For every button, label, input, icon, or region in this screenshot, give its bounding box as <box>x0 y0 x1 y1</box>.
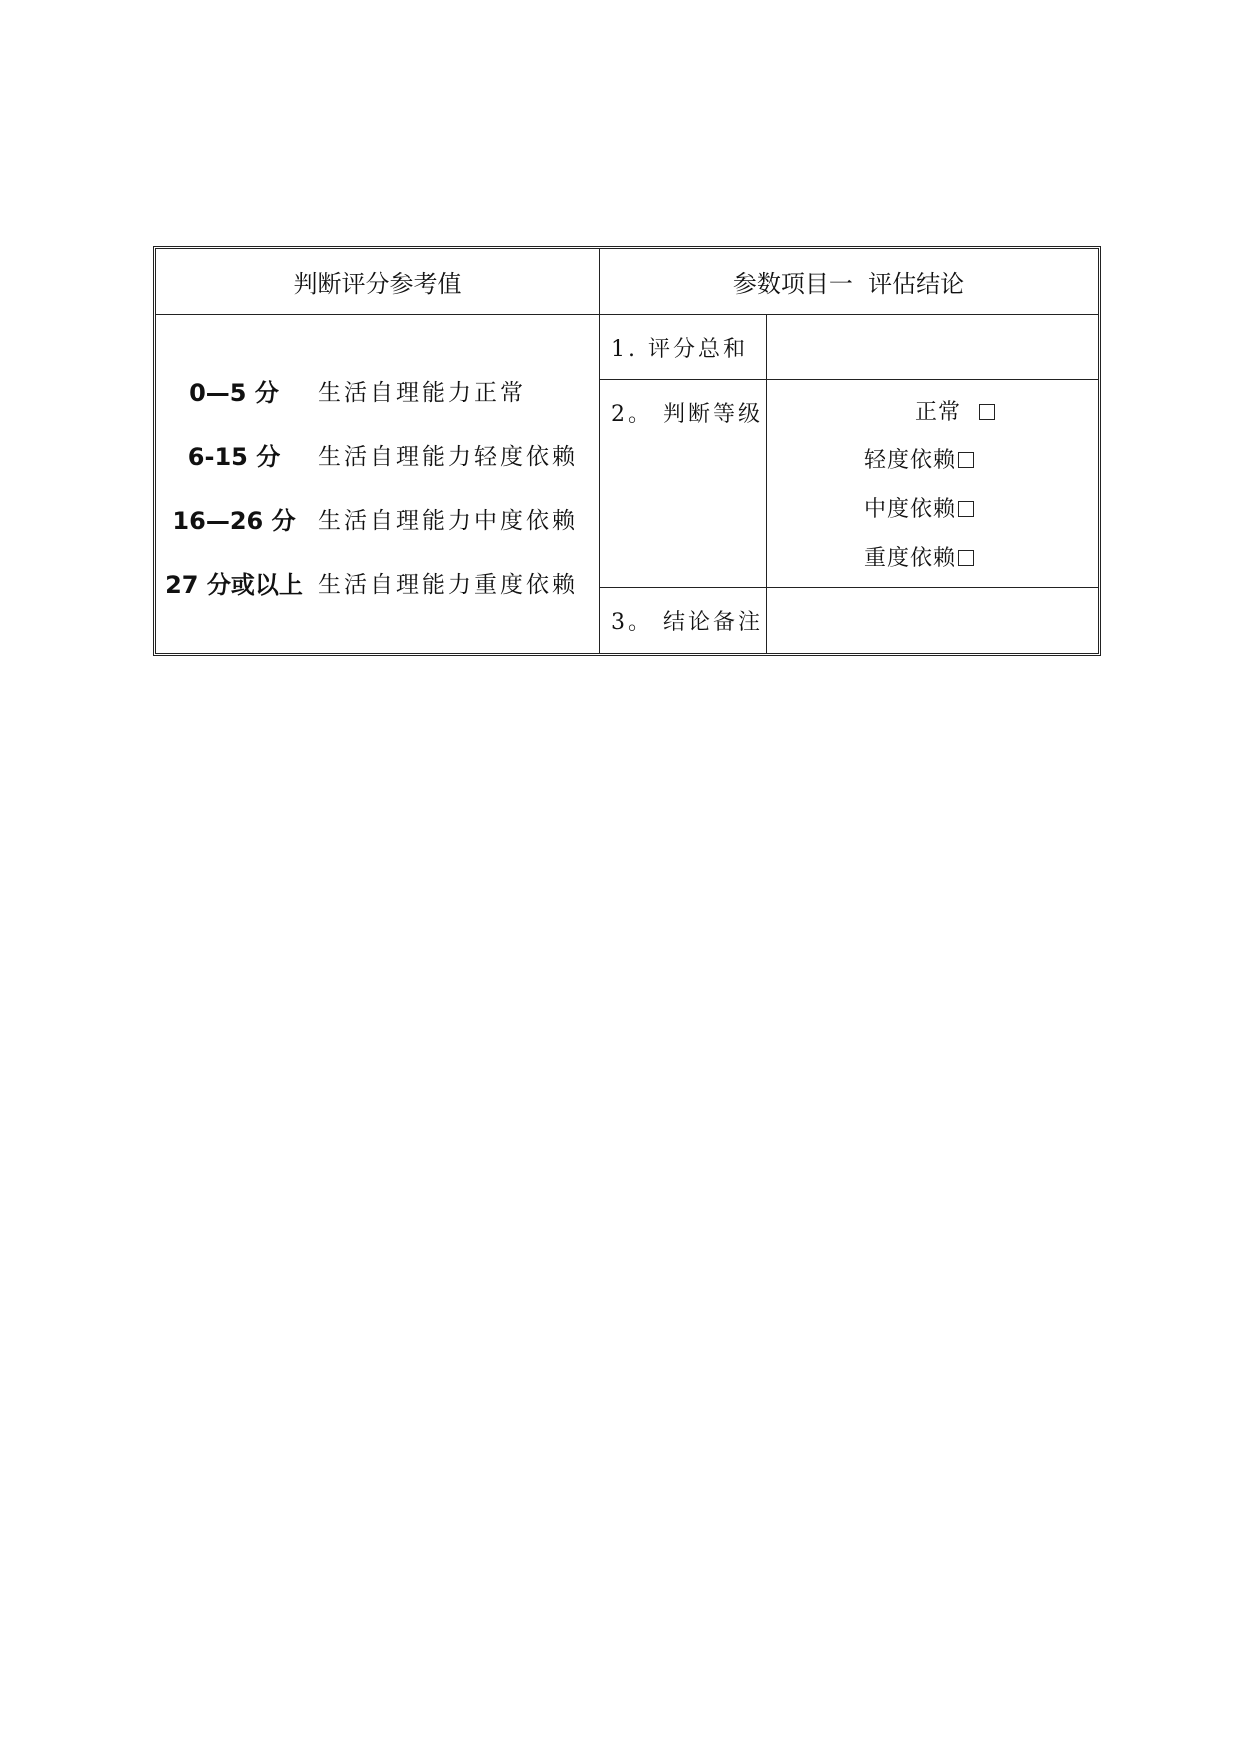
grade-option-severe[interactable] <box>864 541 974 572</box>
checkbox-icon[interactable] <box>958 501 974 517</box>
score-range: 27 分或以上 <box>165 570 303 599</box>
grade-option-label: 轻度依赖 <box>864 448 957 473</box>
remarks-row <box>599 587 766 653</box>
score-description: 生活自理能力正常 <box>318 379 526 406</box>
grade-options <box>767 379 1098 587</box>
total-score-row <box>599 314 766 379</box>
total-score-field[interactable] <box>767 314 1098 379</box>
score-description: 生活自理能力中度依赖 <box>318 507 578 534</box>
checkbox-icon[interactable] <box>979 404 995 420</box>
reference-row <box>156 562 596 602</box>
checkbox-icon[interactable] <box>958 550 974 566</box>
header-conclusion-title: 参数项目一 评估结论 <box>732 270 965 298</box>
grade-option-normal[interactable] <box>915 395 995 426</box>
score-range: 16—26 分 <box>172 506 296 535</box>
assessment-table <box>153 246 1101 656</box>
grade-option-mild[interactable] <box>864 443 974 474</box>
score-description: 生活自理能力轻度依赖 <box>318 443 578 470</box>
score-range: 6-15 分 <box>187 442 281 471</box>
grade-option-label: 中度依赖 <box>864 497 957 522</box>
reference-row <box>156 370 596 410</box>
reference-row <box>156 434 596 474</box>
score-range: 0—5 分 <box>189 378 279 407</box>
reference-row <box>156 498 596 538</box>
checkbox-icon[interactable] <box>958 452 974 468</box>
score-description: 生活自理能力重度依赖 <box>318 571 578 598</box>
header-reference-title: 判断评分参考值 <box>293 270 462 298</box>
remarks-field[interactable] <box>767 587 1098 653</box>
grade-label: 2。 判断等级 <box>611 402 763 427</box>
grade-row <box>599 379 766 587</box>
grade-option-label: 正常 <box>915 400 977 425</box>
remarks-label: 3。 结论备注 <box>611 610 763 635</box>
grade-option-label: 重度依赖 <box>864 546 957 571</box>
grade-option-moderate[interactable] <box>864 492 974 523</box>
total-score-label: 1. 评分总和 <box>611 337 748 362</box>
